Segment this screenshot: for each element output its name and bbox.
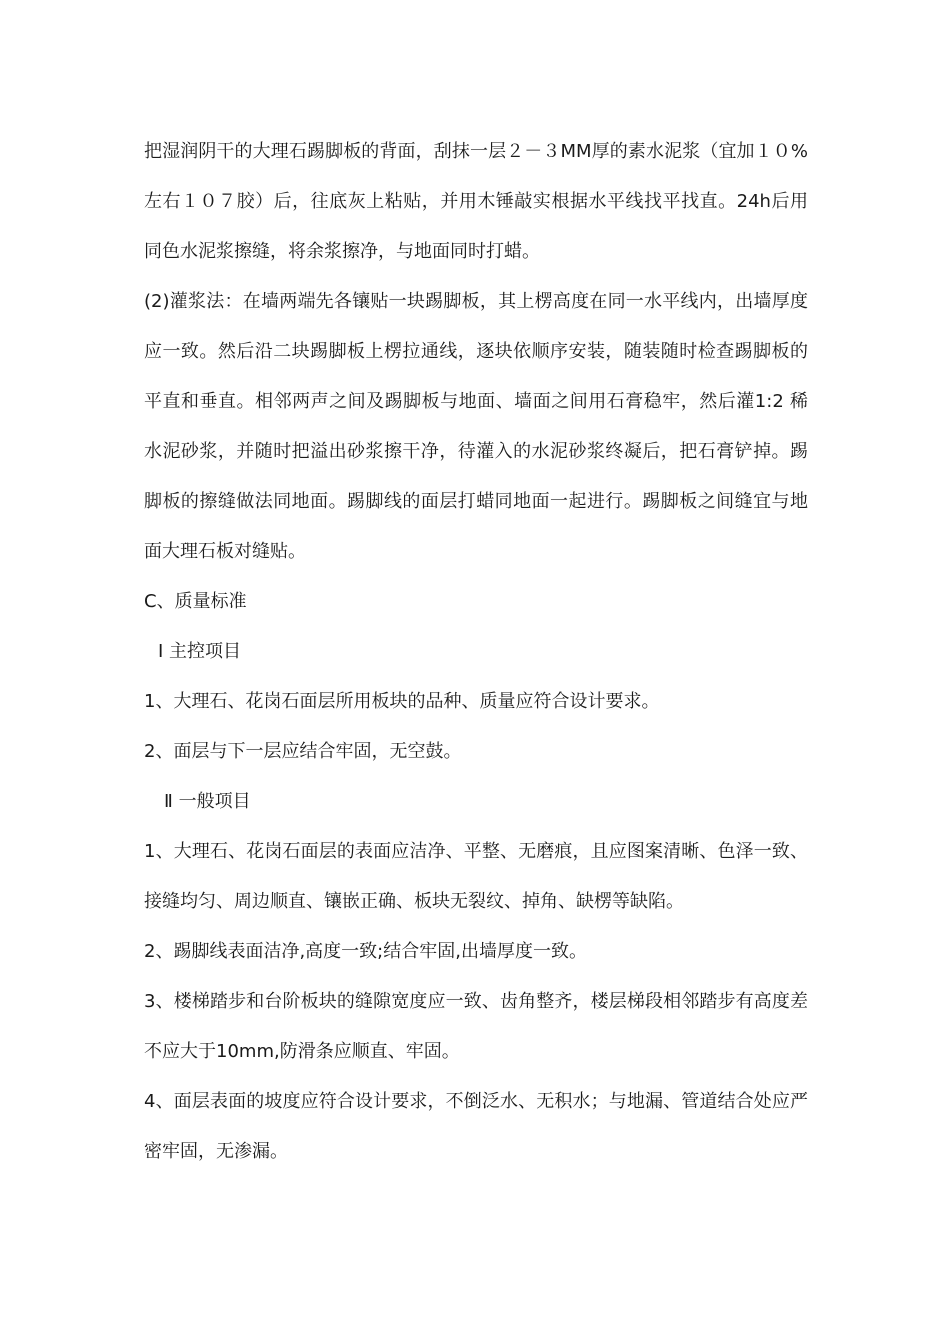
list-item-general-1: 1、大理石、花岗石面层的表面应洁净、平整、无磨痕，且应图案清晰、色泽一致、接缝均匀、周边顺直、镶嵌正确、板块无裂纹、掉角、缺楞等缺陷。	[144, 841, 808, 912]
list-item-main-2: 2、面层与下一层应结合牢固，无空鼓。	[144, 741, 462, 762]
list-item-general-2: 2、踢脚线表面洁净,高度一致;结合牢固,出墙厚度一致。	[144, 941, 587, 962]
list-item-general-4: 4、面层表面的坡度应符合设计要求，不倒泛水、无积水；与地漏、管道结合处应严密牢固，无渗漏。	[144, 1091, 808, 1162]
paragraph-grouting-method: (2)灌浆法：在墙两端先各镶贴一块踢脚板，其上楞高度在同一水平线内，出墙厚度应一致。然后沿二块踢脚板上楞拉通线，逐块依顺序安装，随装随时检查踢脚板的平直和垂直。相邻两声之间及踢脚板与地面、墙面之间用石膏稳牢，然后灌1:2 稀水泥砂浆，并随时把溢出砂浆擦干净，待灌入的水泥砂浆终凝后，把石膏铲掉。踢脚板的擦缝做法同地面。踢脚线的面层打蜡同地面一起进行。踢脚板之间缝宜与地面大理石板对缝贴。	[144, 291, 808, 562]
subheading-main-control-items: Ⅰ 主控项目	[158, 641, 242, 662]
subheading-general-items: Ⅱ 一般项目	[164, 791, 251, 812]
list-item-general-3: 3、楼梯踏步和台阶板块的缝隙宽度应一致、齿角整齐，楼层梯段相邻踏步有高度差不应大于10mm,防滑条应顺直、牢固。	[144, 991, 808, 1062]
section-heading-quality-standard: C、质量标准	[144, 591, 247, 612]
list-item-main-1: 1、大理石、花岗石面层所用板块的品种、质量应符合设计要求。	[144, 691, 660, 712]
paragraph-marble-baseboard-paste-method: 把湿润阴干的大理石踢脚板的背面，刮抹一层２－３MM厚的素水泥浆（宜加１０%左右１０７胶）后，往底灰上粘贴，并用木锤敲实根据水平线找平找直。24h后用同色水泥浆擦缝，将余浆擦净，与地面同时打蜡。	[144, 141, 808, 262]
document-body	[144, 127, 808, 1177]
